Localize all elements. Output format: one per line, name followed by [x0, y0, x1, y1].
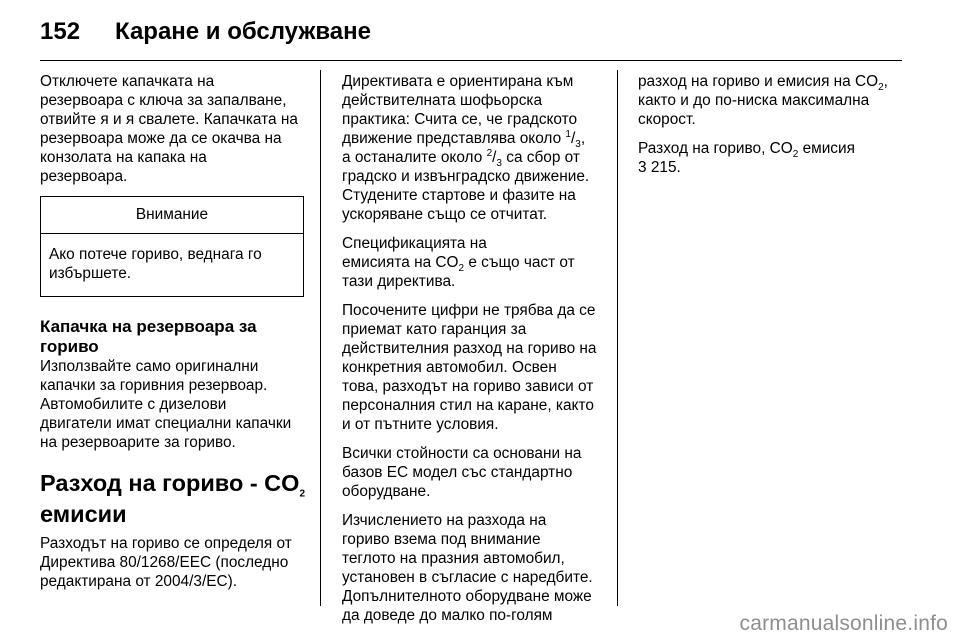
- text-line: действителната шофьорска: [342, 92, 543, 109]
- text-line: отвийте я и я свалете. Капачката на: [40, 111, 298, 128]
- text-fragment: е също част от: [464, 254, 575, 271]
- section-heading-fuel-cap: [40, 317, 302, 357]
- text-line: [638, 139, 908, 161]
- paragraph-continuation: [638, 72, 908, 129]
- subscript: 3: [496, 158, 502, 170]
- text-line: Спецификацията на: [342, 235, 487, 252]
- text-line: конкретния автомобил. Освен: [342, 359, 557, 376]
- text-line: капачки за горивния резервоар.: [40, 377, 268, 394]
- text-line: градско и извънградско движение.: [342, 168, 590, 185]
- text-line: оборудване.: [342, 483, 431, 500]
- subscript: 2: [458, 263, 465, 275]
- subscript: 2: [299, 488, 305, 500]
- text-fragment: движение представлява около: [342, 130, 566, 147]
- text-fragment: Разход на гориво, CO: [638, 140, 793, 157]
- text-line: на резервоарите за гориво.: [40, 434, 236, 451]
- text-line: гориво взема под внимание: [342, 531, 541, 548]
- text-line: и от пътните условия.: [342, 416, 499, 433]
- subscript: 2: [792, 149, 799, 161]
- text-line: Директивата е ориентирана към: [342, 73, 574, 90]
- text-line: персоналния стил на каране, както: [342, 397, 594, 414]
- text-fragment: емисията на CO: [342, 254, 459, 271]
- text-line: скорост.: [638, 111, 696, 128]
- text-line: [342, 253, 604, 275]
- text-line: Разходът на гориво се определя от: [40, 535, 292, 552]
- heading-line: Капачка на резервоара за: [40, 317, 257, 336]
- text-fragment: а останалите около: [342, 149, 487, 166]
- text-line: [342, 147, 604, 170]
- column-1: [40, 72, 305, 601]
- text-line: Изчислението на разхода на: [342, 512, 547, 529]
- text-line: конзолата на капака на: [40, 149, 207, 166]
- text-fragment: ,: [580, 130, 586, 147]
- text-line: резервоара може да се окачва на: [40, 130, 282, 147]
- page-number: 152: [40, 18, 81, 45]
- subscript: 3: [575, 139, 581, 151]
- text-line: Посочените цифри не трябва да се: [342, 302, 596, 319]
- section-heading-fuel-consumption: [40, 468, 305, 530]
- text-line: резервоара.: [40, 168, 128, 185]
- paragraph-cross-reference: [638, 139, 908, 177]
- heading-line: емисии: [40, 501, 127, 527]
- text-line: да доведе до малко по-голям: [342, 607, 553, 624]
- column-2: [342, 72, 604, 635]
- text-line: редактирана от 2004/3/EC).: [40, 573, 238, 590]
- fraction-slash: /: [570, 130, 576, 147]
- header-rule: [40, 60, 902, 61]
- warning-text: [41, 234, 303, 296]
- text-line: Директива 80/1268/EEC (последно: [40, 554, 289, 571]
- text-line: Всички стойности са основани на: [342, 445, 582, 462]
- text-line: двигатели имат специални капачки: [40, 415, 292, 432]
- watermark: carmanualsonline.info: [739, 612, 948, 635]
- text-line: теглото на празния автомобил,: [342, 550, 565, 567]
- fraction-slash: /: [492, 149, 497, 166]
- page-reference-link[interactable]: 3 215.: [638, 159, 681, 176]
- text-fragment: разход на гориво и емисия на CO: [638, 73, 879, 90]
- text-line: Ако потече гориво, веднага го: [49, 246, 262, 263]
- text-line: [638, 72, 908, 94]
- text-line: тази директива.: [342, 273, 456, 290]
- paragraph-calculation: [342, 511, 604, 625]
- warning-box: [40, 196, 304, 297]
- paragraph-figures-disclaimer: [342, 301, 604, 434]
- text-line: Отключете капачката на: [40, 73, 215, 90]
- text-line: установен в съгласие с наредбите.: [342, 569, 593, 586]
- text-line: избършете.: [49, 265, 132, 282]
- text-line: действителния разход на гориво на: [342, 340, 597, 357]
- subscript: 2: [878, 82, 884, 94]
- paragraph-fuel-cap-instructions: [40, 72, 302, 186]
- text-fragment: емисия: [798, 140, 855, 157]
- superscript: 2: [486, 147, 493, 159]
- paragraph-directive-orientation: [342, 72, 604, 224]
- text-line: приемат като гаранция за: [342, 321, 527, 338]
- text-line: практика: Счита се, че градското: [342, 111, 578, 128]
- heading-line: [40, 468, 305, 500]
- warning-title: Внимание: [41, 197, 303, 234]
- text-line: Допълнителното оборудване може: [342, 588, 592, 605]
- text-fragment: са сбор от: [501, 149, 580, 166]
- page-title: Каране и обслужване: [115, 18, 371, 45]
- paragraph-directive: [40, 534, 302, 591]
- column-divider: [617, 70, 618, 606]
- column-3: [638, 72, 908, 187]
- heading-text: Разход на гориво - CO: [40, 470, 300, 496]
- text-line: [342, 128, 604, 151]
- paragraph-fuel-cap-info: [40, 357, 302, 452]
- paragraph-base-model: [342, 444, 604, 501]
- text-line: това, разходът на гориво зависи от: [342, 378, 594, 395]
- text-line: Автомобилите с дизелови: [40, 396, 227, 413]
- paragraph-emission-spec: [342, 234, 604, 291]
- text-line: резервоара с ключа за запалване,: [40, 92, 287, 109]
- text-line: както и до по-ниска максимална: [638, 92, 870, 109]
- text-line: Използвайте само оригинални: [40, 358, 259, 375]
- superscript: 1: [565, 128, 571, 140]
- column-divider: [320, 70, 321, 606]
- text-line: ускоряване също се отчитат.: [342, 206, 548, 223]
- heading-line: гориво: [40, 337, 99, 356]
- text-fragment: ,: [883, 73, 888, 90]
- text-line: базов ЕС модел със стандартно: [342, 464, 573, 481]
- text-line: Студените стартове и фазите на: [342, 187, 576, 204]
